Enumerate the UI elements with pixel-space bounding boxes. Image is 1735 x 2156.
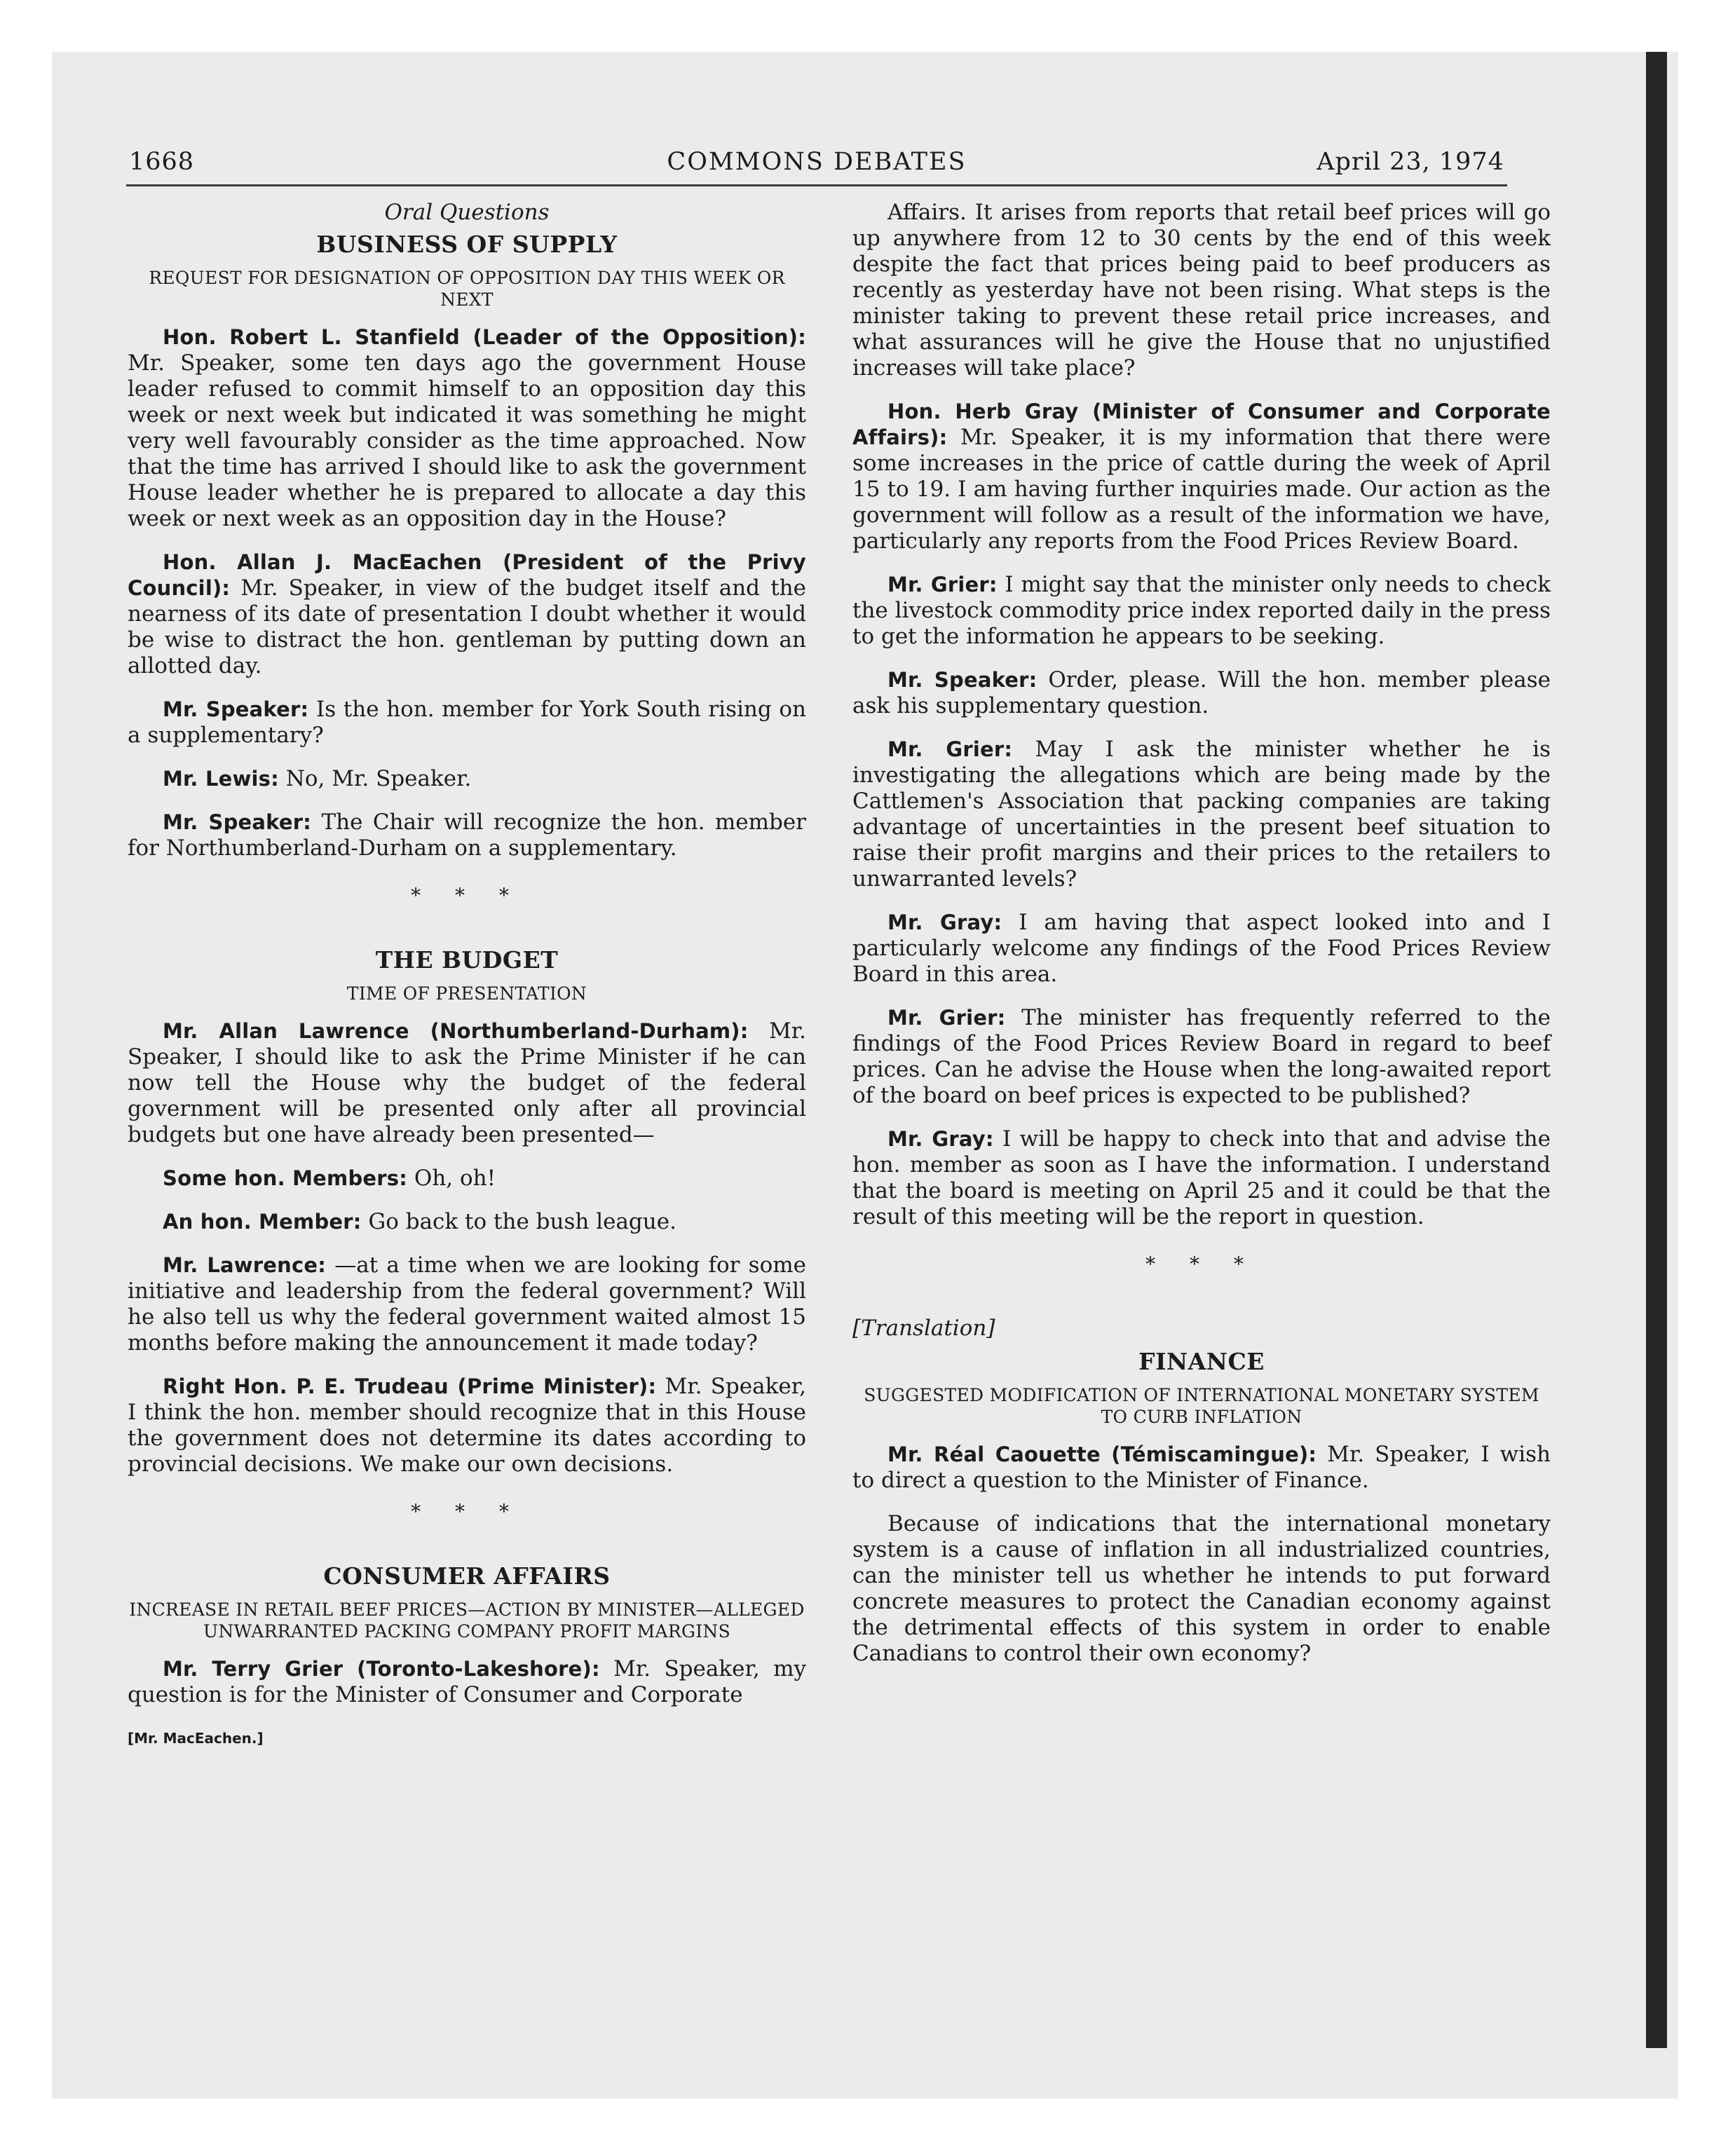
speech-paragraph [128, 810, 806, 861]
speech-text: May I ask the minister whether he is investigating the allegations which are being made by the Cattlemen's Association that packing companies are taking advantage of uncertainties in the present beef situation to raise their profit margins and their prices to the retailers to unwarranted levels? [852, 737, 1551, 892]
speech-text: I am having that aspect looked into and I particularly welcome any findings of the Food Prices Review Board in this area. [852, 910, 1551, 987]
speech-paragraph [852, 1126, 1551, 1230]
running-header [126, 145, 1507, 186]
speaker-name: Mr. Speaker: [163, 697, 309, 721]
speech-text: Order, please. Will the hon. member please ask his supplementary question. [852, 667, 1551, 718]
speech-list [852, 200, 1551, 1230]
speaker-name: Right Hon. P. E. Trudeau (Prime Minister): [163, 1374, 657, 1398]
speaker-name: Mr. Speaker: [887, 668, 1037, 692]
speech-paragraph [852, 737, 1551, 892]
speaker-footnote: [Mr. MacEachen.] [128, 1730, 264, 1747]
speech-list [128, 1656, 806, 1708]
speech-paragraph [852, 1511, 1551, 1667]
speaker-name: An hon. Member: [163, 1210, 362, 1234]
speaker-name: Mr. Grier: [887, 737, 1013, 761]
speaker-name: Mr. Speaker: [163, 810, 312, 834]
binding-edge [1646, 52, 1667, 2048]
speaker-name: Hon. Robert L. Stanfield (Leader of the Opposition): [163, 325, 806, 349]
speaker-name: Mr. Réal Caouette (Témiscamingue): [887, 1442, 1317, 1466]
publication-date: April 23, 1974 [1316, 148, 1504, 176]
speech-text: —at a time when we are looking for some initiative and leadership from the federal government? Will he also tell us why the federal government waited almost 15 months before making the announcement it made today? [128, 1253, 806, 1356]
publication-title: COMMONS DEBATES [667, 148, 967, 176]
speaker-name: Mr. Terry Grier (Toronto-Lakeshore): [163, 1657, 600, 1681]
speech-text: Mr. Speaker, I wish to direct a question to the Minister of Finance. [852, 1442, 1551, 1493]
speech-paragraph [852, 667, 1551, 719]
speaker-name: Mr. Lewis: [163, 767, 279, 791]
speech-paragraph [852, 399, 1551, 554]
speech-paragraph [128, 1209, 806, 1235]
section-label: Oral Questions [384, 200, 550, 225]
speech-list [128, 325, 806, 861]
speaker-name: Mr. Grier: [887, 573, 998, 596]
speech-paragraph [128, 1374, 806, 1478]
speech-paragraph [128, 1656, 806, 1708]
speech-paragraph [128, 1166, 806, 1192]
section-divider: * * * [411, 1500, 523, 1523]
speech-text: Affairs. It arises from reports that retail beef prices will go up anywhere from 12 to 30 cents by the end of this week despite the fact that prices being paid to beef producers as recently as yesterday have not been rising. What steps is the minister taking to prevent these retail price increases, and what assurances will he give the House that no unjustified increases will take place? [852, 200, 1551, 381]
speaker-name: Hon. Herb Gray (Minister of Consumer and Corporate Affairs): [852, 400, 1551, 449]
speech-text: Is the hon. member for York South rising on a supplementary? [128, 697, 807, 748]
speech-list [852, 1442, 1551, 1667]
speaker-name: Mr. Lawrence: [163, 1253, 327, 1277]
speech-paragraph [128, 1253, 806, 1356]
speech-paragraph [852, 1442, 1551, 1494]
section-heading: CONSUMER AFFAIRS [323, 1562, 611, 1590]
section-divider: * * * [411, 884, 523, 907]
speech-paragraph [852, 1005, 1551, 1109]
speech-text: Mr. Speaker, I should like to ask the Prime Minister if he can now tell the House why the budget of the federal government will be presented only after all provincial budgets but one have already been presented— [128, 1018, 806, 1147]
speech-paragraph [852, 572, 1551, 650]
section-heading: THE BUDGET [375, 946, 559, 974]
speech-text: Oh, oh! [407, 1166, 496, 1191]
speech-text: The minister has frequently referred to the findings of the Food Prices Review Board in regard to beef prices. Can he advise the House when the long-awaited report of the board on beef prices is expected to be published? [852, 1005, 1551, 1108]
speech-paragraph [128, 766, 806, 792]
speech-text: Mr. Speaker, it is my information that there were some increases in the price of cattle during the week of April 15 to 19. I am having further inquiries made. Our action as the government will follow as a result of the information we have, particularly any reports from the Food Prices Review Board. [852, 425, 1551, 554]
section-heading: BUSINESS OF SUPPLY [316, 231, 618, 258]
speech-text: Go back to the bush league. [361, 1209, 676, 1234]
speech-text: No, Mr. Speaker. [278, 766, 472, 791]
page-number: 1668 [129, 148, 195, 176]
section-subheading: INCREASE IN RETAIL BEEF PRICES—ACTION BY MINISTER—ALLEGED UNWARRANTED PACKING COMPANY PROFIT MARGINS [129, 1599, 805, 1642]
section-subheading: REQUEST FOR DESIGNATION OF OPPOSITION DAY THIS WEEK OR NEXT [149, 268, 785, 310]
speech-text: Mr. Speaker, in view of the budget itself and the nearness of its date of presentation I doubt whether it would be wise to distract the hon. gentleman by putting down an allotted day. [128, 575, 806, 678]
speaker-name: Hon. Allan J. MacEachen (President of the Privy Council): [128, 550, 806, 600]
speech-paragraph [128, 697, 806, 749]
speech-text: Because of indications that the international monetary system is a cause of inflation in all industrialized countries, can the minister tell us whether he intends to put forward concrete measures to protect the Canadian economy against the detrimental effects of this system in order to enable Canadians to control their own economy? [852, 1511, 1551, 1666]
speech-paragraph [128, 1018, 806, 1148]
speech-paragraph [852, 200, 1551, 381]
speaker-name: Mr. Gray: [887, 910, 1002, 934]
speech-list [128, 1018, 806, 1478]
speech-text: I will be happy to check into that and advise the hon. member as soon as I have the information. I understand that the board is meeting on April 25 and it could be that the result of this meeting will be the report in question. [852, 1126, 1551, 1229]
speech-text: Mr. Speaker, I think the hon. member should recognize that in this House the government does not determine its dates according to provincial decisions. We make our own decisions. [128, 1374, 807, 1477]
speech-paragraph [128, 325, 806, 532]
speech-text: I might say that the minister only needs to check the livestock commodity price index reported daily in the press to get the information he appears to be seeking. [852, 572, 1551, 649]
speaker-name: Mr. Grier: [887, 1006, 1006, 1030]
left-column [128, 200, 806, 1752]
speaker-name: Mr. Allan Lawrence (Northumberland-Durham): [163, 1019, 749, 1043]
speech-text: Mr. Speaker, some ten days ago the government House leader refused to commit himself to an opposition day this week or next week but indicated it was something he might very well favourably consider as the time approached. Now that the time has arrived I should like to ask the government House leader whether he is prepared to allocate a day this week or next week as an opposition day in the House? [128, 350, 806, 531]
speech-paragraph [128, 550, 806, 679]
speech-paragraph [852, 910, 1551, 988]
translation-note: [Translation] [852, 1316, 995, 1341]
speech-text: Mr. Speaker, my question is for the Minister of Consumer and Corporate [128, 1656, 806, 1707]
right-column [852, 200, 1551, 1684]
section-subheading: TIME OF PRESENTATION [346, 983, 587, 1004]
section-subheading: SUGGESTED MODIFICATION OF INTERNATIONAL MONETARY SYSTEM TO CURB INFLATION [864, 1385, 1539, 1427]
section-divider: * * * [1145, 1253, 1258, 1276]
speaker-name: Mr. Gray: [887, 1127, 994, 1151]
speaker-name: Some hon. Members: [163, 1166, 408, 1190]
speech-text: The Chair will recognize the hon. member for Northumberland-Durham on a supplementary. [128, 810, 806, 861]
section-heading: FINANCE [1138, 1348, 1265, 1375]
